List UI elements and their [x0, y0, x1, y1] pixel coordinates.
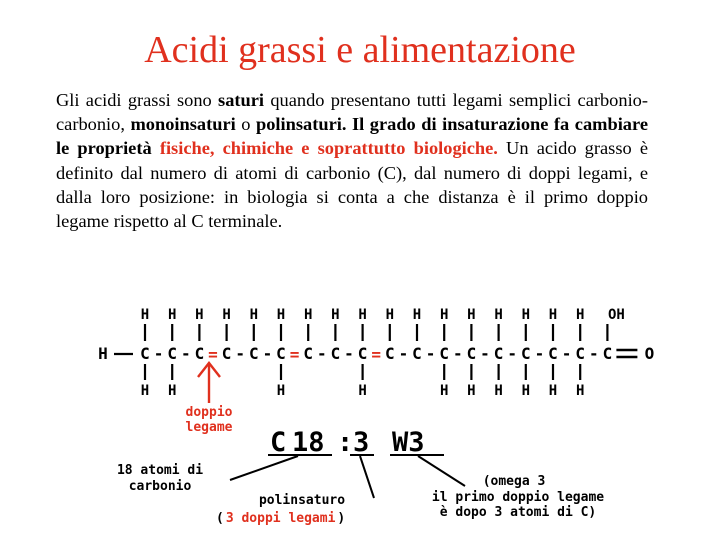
- highlighted-properties: fisiche, chimiche e soprattutto biologiche.: [159, 138, 498, 159]
- notation-c: C: [270, 427, 287, 458]
- text-run: o: [235, 114, 256, 135]
- top-hydrogen: H: [575, 307, 585, 323]
- carbon-atom: C: [520, 344, 531, 363]
- carbon-atom: C: [439, 344, 450, 363]
- single-bond: -: [480, 344, 490, 363]
- paren-close: ): [337, 511, 346, 526]
- carbon-atom: C: [466, 344, 477, 363]
- carbon-atom: C: [384, 344, 395, 363]
- top-hydrogen: H: [412, 307, 422, 323]
- top-hydrogen: H: [494, 307, 503, 323]
- top-hydrogen: H: [358, 307, 367, 323]
- bottom-hydrogen: H: [167, 383, 177, 399]
- term-polinsaturi: polinsaturi. Il grado di insaturazione fa cambiare le proprietà: [56, 114, 648, 159]
- top-hydrogen: H: [331, 307, 340, 323]
- carbon-atom: C: [357, 344, 368, 363]
- label-omega-line1: (omega 3: [482, 474, 546, 489]
- single-bond: -: [316, 344, 327, 363]
- top-hydrogen: H: [276, 307, 286, 323]
- top-hydrogen: H: [467, 307, 476, 323]
- label-polyunsat-line2: [216, 511, 345, 526]
- bottom-hydrogen: H: [548, 383, 558, 399]
- carbon-atom: C: [140, 344, 150, 363]
- single-bond: -: [507, 344, 518, 363]
- single-bond: -: [235, 344, 246, 363]
- term-saturi: saturi: [218, 90, 265, 110]
- bottom-hydrogen: H: [439, 383, 449, 399]
- carbon-atom: C: [412, 344, 422, 363]
- bottom-hydrogen: H: [494, 383, 503, 399]
- single-bond: -: [344, 344, 354, 363]
- notation-3: 3: [353, 427, 370, 458]
- bottom-hydrogen: H: [467, 383, 476, 399]
- double-bond: =: [371, 345, 382, 364]
- top-hydrogen: H: [222, 307, 231, 323]
- single-bond: -: [180, 344, 191, 363]
- top-hydrogen: H: [521, 307, 531, 323]
- notation-w3: W3: [392, 427, 425, 458]
- top-hydrogen: H: [439, 307, 449, 323]
- single-bond: -: [398, 344, 409, 363]
- carbon-atom: C: [330, 344, 341, 363]
- carbon-atom: C: [602, 344, 613, 363]
- bottom-hydrogen: H: [140, 383, 150, 399]
- carbon-atom: C: [575, 344, 586, 363]
- label-carbons-line1: 18 atomi di: [116, 463, 204, 478]
- label-polyunsat-line1: polinsaturo: [258, 493, 346, 508]
- single-bond: -: [588, 344, 599, 363]
- single-bond: -: [561, 344, 572, 363]
- paren-open: (: [216, 511, 224, 526]
- top-hydrogen: H: [303, 307, 313, 323]
- carbon-chain: [98, 307, 654, 399]
- label-omega-line3: è dopo 3 atomi di C): [439, 505, 597, 520]
- carbon-atom: C: [221, 344, 232, 363]
- top-hydrogen: H: [249, 307, 259, 323]
- bottom-hydrogen: H: [358, 383, 367, 399]
- notation-18: 18: [292, 427, 325, 458]
- bottom-hydrogen: H: [575, 383, 585, 399]
- single-bond: -: [425, 344, 436, 363]
- label-omega-line2: il primo doppio legame: [431, 490, 605, 505]
- top-hydrogen: H: [385, 307, 395, 323]
- slide-title: Acidi grassi e alimentazione: [144, 29, 576, 71]
- carbon-atom: C: [167, 344, 178, 363]
- top-hydrogen: H: [167, 307, 177, 323]
- carbon-atom: C: [248, 344, 259, 363]
- single-bond: -: [534, 344, 545, 363]
- notation-colon: :: [337, 427, 354, 458]
- oxygen-atom: O: [644, 344, 655, 363]
- single-bond: -: [262, 344, 273, 363]
- terminal-h: H: [98, 344, 108, 363]
- double-bond: =: [289, 345, 300, 364]
- hydroxyl-oh: OH: [607, 307, 625, 323]
- single-bond: -: [452, 344, 463, 363]
- text-run: Un acido grasso è definito dal numero di atomi di carbonio (C), dal numero di doppi legami, e dalla loro posizione: in biologia si conta a che distanza è il primo doppio legame rispetto al C terminale.: [56, 138, 648, 232]
- text-run: quando presentano tutti legami semplici carbonio-carbonio,: [56, 90, 649, 135]
- carbon-atom: C: [493, 344, 504, 363]
- top-hydrogen: H: [195, 307, 204, 323]
- arrow-label-line2: legame: [185, 420, 233, 435]
- label-carbons-line2: carbonio: [128, 479, 192, 494]
- carbon-atom: C: [194, 344, 205, 363]
- double-bond-count: 3 doppi legami: [225, 511, 336, 526]
- carbon-atom: C: [548, 344, 558, 363]
- double-bond: =: [208, 345, 218, 364]
- carbon-atom: C: [276, 344, 286, 363]
- carbon-atom: C: [303, 344, 314, 363]
- top-hydrogen: H: [140, 307, 150, 323]
- bottom-hydrogen: H: [521, 383, 531, 399]
- text-run: Gli acidi grassi sono: [56, 90, 219, 110]
- arrow-icon: [198, 363, 220, 403]
- bottom-hydrogen: H: [276, 383, 286, 399]
- term-monoinsaturi: monoinsaturi: [130, 114, 236, 135]
- single-bond: -: [153, 344, 164, 363]
- arrow-label-line1: doppio: [185, 405, 233, 420]
- top-hydrogen: H: [548, 307, 558, 323]
